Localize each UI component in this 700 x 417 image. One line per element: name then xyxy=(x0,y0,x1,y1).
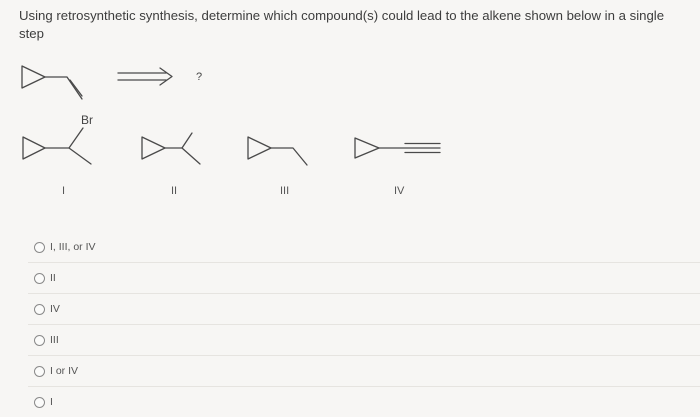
radio-button[interactable] xyxy=(34,335,45,346)
compound-ii-structure xyxy=(142,133,200,164)
answer-options xyxy=(28,232,700,417)
answer-option-label: I, III, or IV xyxy=(50,241,96,253)
answer-option[interactable] xyxy=(28,325,700,356)
compound-iv-structure xyxy=(355,138,440,158)
answer-option[interactable] xyxy=(28,387,700,417)
reaction-question-mark: ? xyxy=(196,71,203,83)
answer-option-label: II xyxy=(50,272,56,284)
answer-option-label: I or IV xyxy=(50,365,79,377)
answer-option-label: III xyxy=(50,334,59,346)
answer-option-label: I xyxy=(50,396,53,408)
radio-button[interactable] xyxy=(34,242,45,253)
compound-iii-structure xyxy=(248,137,307,165)
answer-option[interactable] xyxy=(28,232,700,263)
radio-button[interactable] xyxy=(34,366,45,377)
radio-button[interactable] xyxy=(34,304,45,315)
target-alkene-structure xyxy=(22,66,82,99)
compound-label-ii: II xyxy=(171,185,178,197)
bromine-label: Br xyxy=(81,113,93,127)
compound-label-iii: III xyxy=(280,185,290,197)
retrosynthesis-arrow xyxy=(118,68,172,85)
compound-label-i: I xyxy=(62,185,66,197)
compound-label-iv: IV xyxy=(394,185,405,197)
answer-option-label: IV xyxy=(50,303,60,315)
radio-button[interactable] xyxy=(34,397,45,408)
radio-button[interactable] xyxy=(34,273,45,284)
answer-option[interactable] xyxy=(28,294,700,325)
answer-option[interactable] xyxy=(28,356,700,387)
compound-i-structure xyxy=(23,128,91,164)
question-text: Using retrosynthetic synthesis, determine which compound(s) could lead to the alkene shown below in a single step xyxy=(19,8,665,41)
answer-option[interactable] xyxy=(28,263,700,294)
